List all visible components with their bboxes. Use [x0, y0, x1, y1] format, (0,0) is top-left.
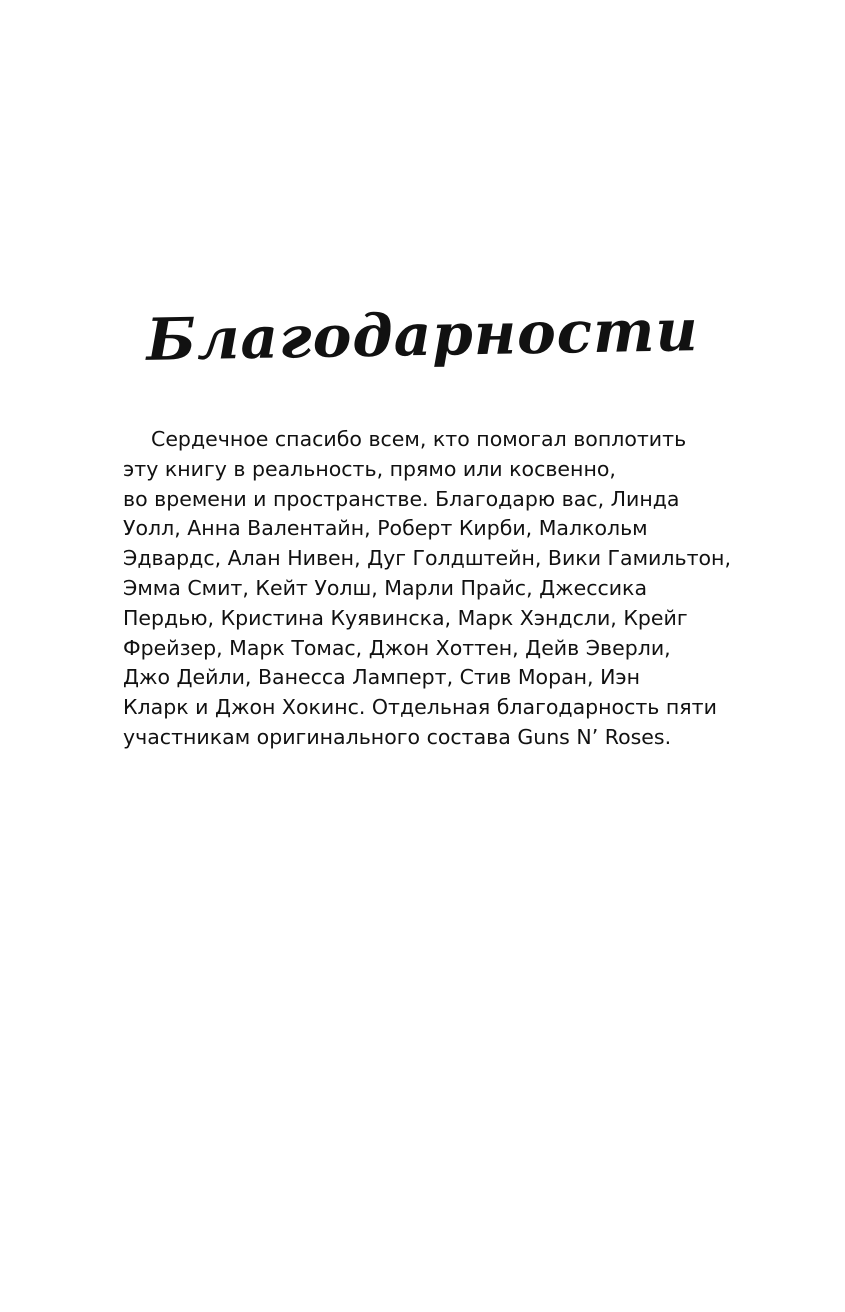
paragraph-line: Эмма Смит, Кейт Уолш, Марли Прайс, Джессика — [123, 575, 648, 600]
page-heading: Благодарности — [145, 296, 700, 374]
paragraph-line: Уолл, Анна Валентайн, Роберт Кирби, Малкольм — [123, 516, 648, 541]
paragraph-line: Фрейзер, Марк Томас, Джон Хоттен, Дейв Эверли, — [123, 635, 671, 660]
paragraph-line: Пердью, Кристина Куявинска, Марк Хэндсли, Крейг — [123, 605, 688, 630]
paragraph-line: Кларк и Джон Хокинс. Отдельная благодарность пяти — [123, 695, 717, 720]
acknowledgements-paragraph — [123, 425, 731, 753]
paragraph-line: Джо Дейли, Ванесса Ламперт, Стив Моран, Иэн — [123, 665, 641, 690]
paragraph-line: эту книгу в реальность, прямо или косвенно, — [123, 456, 616, 481]
paragraph-line: во времени и пространстве. Благодарю вас, Линда — [123, 486, 680, 511]
paragraph-line: Сердечное спасибо всем, кто помогал воплотить — [151, 427, 687, 451]
paragraph-line: Эдвардс, Алан Нивен, Дуг Голдштейн, Вики Гамильтон, — [123, 546, 731, 571]
paragraph-line: участникам оригинального состава Guns N’ Roses. — [123, 724, 672, 749]
